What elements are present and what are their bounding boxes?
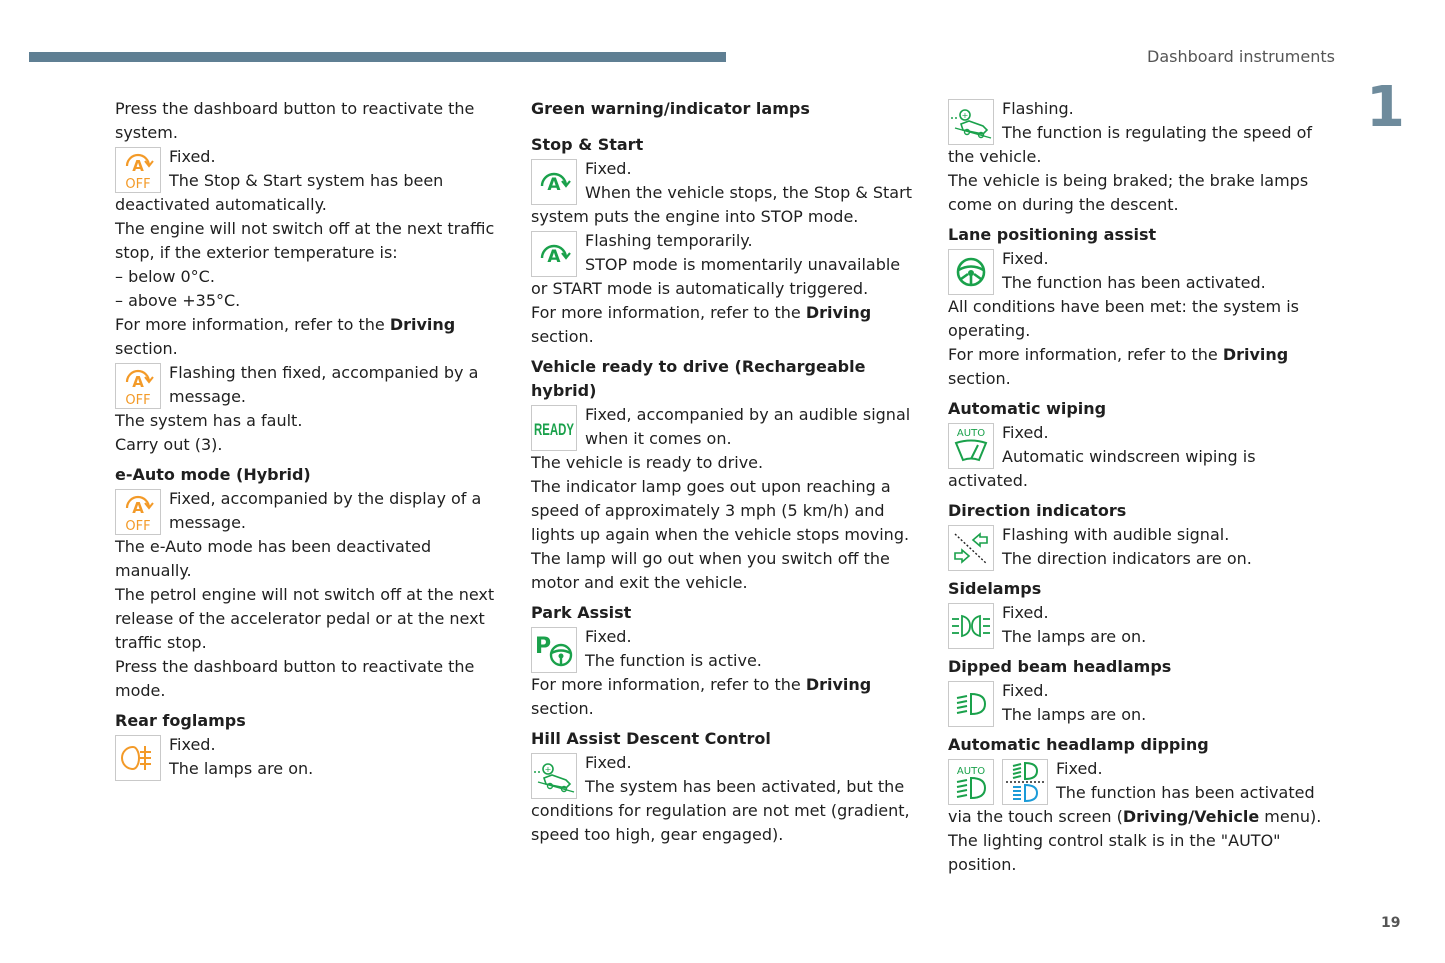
auto-dipping-entry (948, 757, 1338, 829)
svg-text:OFF: OFF (125, 519, 151, 534)
ready-heading: Vehicle ready to drive (Rechargeable hybrid) (531, 357, 866, 400)
description-text: The direction indicators are on. (1002, 549, 1252, 568)
status-text: Flashing then fixed, accompanied by a message. (169, 363, 479, 406)
svg-text:A: A (547, 175, 561, 195)
status-text: Fixed. (169, 147, 216, 166)
eauto-petrol: The petrol engine will not switch off at the next release of the accelerator pedal or at the next traffic stop. (115, 585, 495, 652)
eauto-heading: e-Auto mode (Hybrid) (115, 465, 311, 484)
svg-text:A: A (132, 499, 144, 517)
rear-foglamps-heading: Rear foglamps (115, 711, 246, 730)
section-title: Dashboard instruments (1147, 47, 1335, 66)
svg-text:READY: READY (534, 420, 575, 439)
stop-start-flashing-entry (531, 229, 921, 301)
svg-text:A: A (547, 247, 561, 267)
hill-descent-icon (948, 99, 994, 145)
high-low-beam-icon (1002, 759, 1048, 805)
status-text: Fixed. (1002, 423, 1049, 442)
auto-dipping-heading: Automatic headlamp dipping (948, 735, 1209, 754)
svg-text:+: + (961, 111, 969, 120)
hill-assist-flashing-entry (948, 97, 1338, 169)
direction-indicators-heading: Direction indicators (948, 501, 1127, 520)
ready-lamp-note: The indicator lamp goes out upon reaching a speed of approximately 3 mph (5 km/h) and lights up again when the vehicle stops moving. (531, 477, 910, 544)
description-text: The function has been activated via the touch screen (Driving/Vehicle menu). (948, 783, 1322, 826)
svg-text:OFF: OFF (125, 177, 151, 192)
description-text: The function is active. (585, 651, 762, 670)
auto-wiping-entry (948, 421, 1338, 493)
column-2 (531, 97, 921, 847)
description-text: When the vehicle stops, the Stop & Start system puts the engine into STOP mode. (531, 183, 912, 226)
intro-text: Press the dashboard button to reactivate the system. (115, 99, 475, 142)
ready-out-note: The lamp will go out when you switch off the motor and exit the vehicle. (531, 549, 890, 592)
lane-assist-entry (948, 247, 1338, 295)
sidelamps-heading: Sidelamps (948, 579, 1042, 598)
bullet-item: – above +35°C. (115, 291, 241, 310)
status-text: Fixed. (1056, 759, 1103, 778)
dipped-beam-icon (948, 681, 994, 727)
hill-descent-icon (531, 753, 577, 799)
more-info: For more information, refer to the Driving section. (115, 315, 456, 358)
more-info: For more information, refer to the Driving section. (531, 303, 872, 346)
ready-icon (531, 405, 577, 451)
eauto-desc: The e-Auto mode has been deactivated manually. (115, 537, 432, 580)
header-bar (29, 52, 726, 62)
hill-assist-entry (531, 751, 921, 847)
lane-assist-heading: Lane positioning assist (948, 225, 1157, 244)
brake-note: The vehicle is being braked; the brake lamps come on during the descent. (948, 171, 1309, 214)
stop-start-icon (531, 231, 577, 277)
description-text: The lamps are on. (169, 759, 314, 778)
status-text: Fixed. (1002, 681, 1049, 700)
dipped-beam-entry (948, 679, 1338, 727)
status-text: Fixed. (1002, 249, 1049, 268)
description-text: The lamps are on. (1002, 627, 1147, 646)
svg-text:P: P (535, 634, 552, 659)
ready-entry (531, 403, 921, 451)
description-text: The lamps are on. (1002, 705, 1147, 724)
engine-note: The engine will not switch off at the next traffic stop, if the exterior temperature is: (115, 219, 495, 262)
sidelamps-icon (948, 603, 994, 649)
status-text: Fixed. (169, 735, 216, 754)
sidelamps-entry (948, 601, 1338, 649)
column-3 (948, 97, 1338, 877)
auto-wiper-icon (948, 423, 994, 469)
direction-indicators-entry (948, 523, 1338, 571)
column-1 (115, 97, 505, 781)
eauto-press: Press the dashboard button to reactivate the mode. (115, 657, 475, 700)
stop-start-fault-entry (115, 361, 505, 409)
eauto-entry (115, 487, 505, 535)
stop-start-heading: Stop & Start (531, 135, 644, 154)
svg-text:OFF: OFF (125, 393, 151, 408)
dipped-beam-heading: Dipped beam headlamps (948, 657, 1172, 676)
green-lamps-heading: Green warning/indicator lamps (531, 99, 810, 118)
stop-start-off-icon (115, 363, 161, 409)
bullet-item: – below 0°C. (115, 267, 215, 286)
svg-text:A: A (132, 373, 144, 391)
action-text: Carry out (3). (115, 435, 223, 454)
description-text: The Stop & Start system has been deactivated automatically. (115, 171, 444, 214)
page-number: 19 (1381, 915, 1401, 931)
stop-start-off-entry (115, 145, 505, 217)
chapter-number: 1 (1366, 75, 1405, 140)
fault-text: The system has a fault. (115, 411, 303, 430)
rear-foglamp-icon (115, 735, 161, 781)
lane-conditions: All conditions have been met: the system is operating. (948, 297, 1299, 340)
status-text: Fixed. (585, 627, 632, 646)
svg-text:+: + (544, 765, 552, 774)
hill-assist-heading: Hill Assist Descent Control (531, 729, 771, 748)
status-text: Fixed, accompanied by an audible signal when it comes on. (585, 405, 911, 448)
auto-headlamp-icon (948, 759, 994, 805)
status-text: Flashing with audible signal. (1002, 525, 1230, 544)
status-text: Fixed, accompanied by the display of a message. (169, 489, 482, 532)
more-info: For more information, refer to the Driving section. (531, 675, 872, 718)
status-text: Fixed. (1002, 603, 1049, 622)
description-text: STOP mode is momentarily unavailable or START mode is automatically triggered. (531, 255, 901, 298)
stop-start-icon (531, 159, 577, 205)
stalk-note: The lighting control stalk is in the "AUTO" position. (948, 831, 1281, 874)
description-text: The function is regulating the speed of the vehicle. (948, 123, 1313, 166)
park-assist-heading: Park Assist (531, 603, 632, 622)
status-text: Flashing. (1002, 99, 1074, 118)
status-text: Fixed. (585, 159, 632, 178)
rear-foglamps-entry (115, 733, 505, 781)
park-assist-icon (531, 627, 577, 673)
steering-wheel-icon (948, 249, 994, 295)
description-text: The system has been activated, but the conditions for regulation are not met (gradient, speed too high, gear engaged). (531, 777, 910, 844)
park-assist-entry (531, 625, 921, 673)
stop-start-off-icon (115, 147, 161, 193)
status-text: Fixed. (585, 753, 632, 772)
direction-indicator-icon (948, 525, 994, 571)
more-info: For more information, refer to the Driving section. (948, 345, 1289, 388)
description-text: The function has been activated. (1002, 273, 1266, 292)
svg-text:A: A (132, 157, 144, 175)
svg-text:AUTO: AUTO (956, 428, 986, 439)
stop-start-off-icon (115, 489, 161, 535)
description-text: Automatic windscreen wiping is activated. (948, 447, 1256, 490)
ready-desc: The vehicle is ready to drive. (531, 453, 764, 472)
svg-text:AUTO: AUTO (956, 766, 986, 777)
status-text: Flashing temporarily. (585, 231, 753, 250)
stop-start-fixed-entry (531, 157, 921, 229)
auto-wiping-heading: Automatic wiping (948, 399, 1107, 418)
